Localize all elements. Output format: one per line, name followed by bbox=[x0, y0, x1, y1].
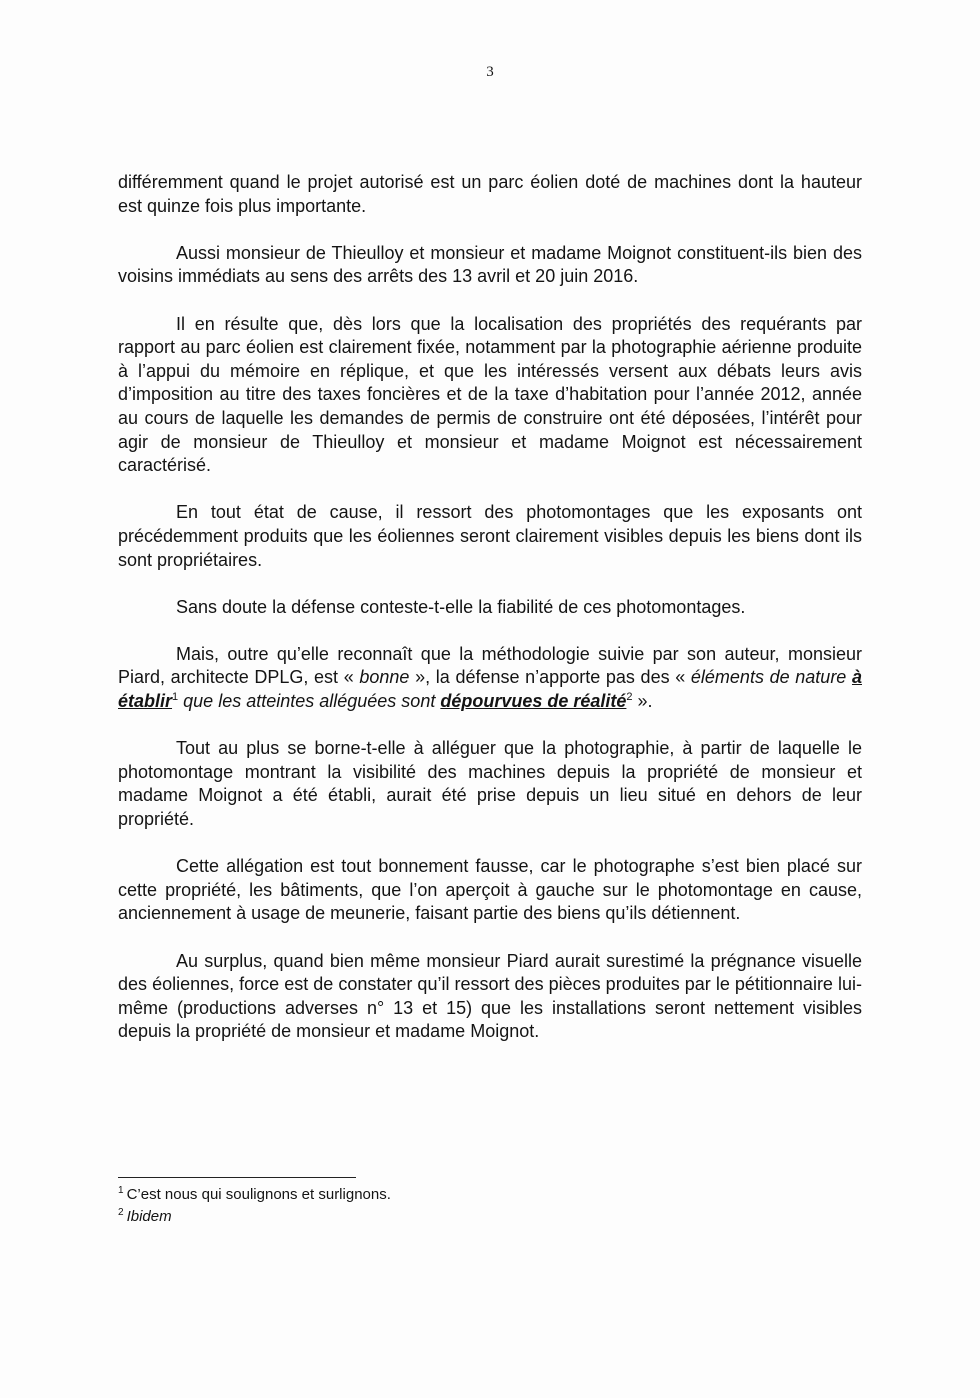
paragraph-9: Au surplus, quand bien même monsieur Piard aurait surestimé la prégnance visuelle des éoliennes, force est de constater qu’il ressort des pièces produites par le pétitionnaire lui-même (productions adverses n° 13 et 15) que les installations seront nettement visibles depuis la propriété de monsieur et madame Moignot. bbox=[118, 950, 862, 1042]
footnote-1-text: C’est nous qui soulignons et surlignons. bbox=[126, 1186, 391, 1203]
paragraph-7: Tout au plus se borne-t-elle à alléguer que la photographie, à partir de laquelle le photomontage montrant la visibilité des machines depuis la propriété de monsieur et madame Moignot a été établi, aurait été prise depuis un lieu situé en dehors de leur propriété. bbox=[118, 738, 862, 830]
paragraph-1: différemment quand le projet autorisé est un parc éolien doté de machines dont la hauteur est quinze fois plus importante. bbox=[118, 172, 862, 216]
paragraph-6-text-2: », la défense n’apporte pas des « bbox=[409, 667, 691, 688]
quote-text-2: que les atteintes alléguées sont bbox=[178, 691, 441, 712]
paragraph-6 bbox=[118, 643, 862, 714]
quote-bonne: bonne bbox=[359, 667, 410, 688]
footnote-1-number: 1 bbox=[118, 1185, 124, 1196]
footnote-ref-2: 2 bbox=[626, 691, 633, 704]
paragraph-6-text-1: Mais, outre qu’elle reconnaît que la méthodologie suivie par son auteur, monsieur Piard, architecte DPLG, est « bbox=[118, 643, 862, 688]
footnote-2-text: Ibidem bbox=[126, 1208, 172, 1225]
footnote-1 bbox=[118, 1184, 862, 1206]
emphasis-a-etablir: à établir bbox=[118, 667, 862, 712]
paragraph-2: Aussi monsieur de Thieulloy et monsieur et madame Moignot constituent-ils bien des voisins immédiats au sens des arrêts des 13 avril et 20 juin 2016. bbox=[118, 242, 862, 287]
footnote-2-number: 2 bbox=[118, 1207, 124, 1218]
emphasis-depourvues-de-realite: dépourvues de réalité bbox=[440, 691, 627, 712]
footnotes bbox=[118, 1184, 862, 1228]
footnote-2 bbox=[118, 1206, 862, 1228]
paragraph-3: Il en résulte que, dès lors que la localisation des propriétés des requérants par rapport au parc éolien est clairement fixée, notamment par la photographie aérienne produite à l’appui du mémoire en réplique, et que les intéressés versent aux débats leurs avis d’imposition au titre des taxes foncières et de la taxe d’habitation pour l’année 2012, année au cours de laquelle les demandes de permis de construire ont été déposées, l’intérêt pour agir de monsieur de Thieulloy et monsieur et madame Moignot est nécessairement caractérisé. bbox=[118, 313, 862, 476]
quote-text-1: éléments de nature bbox=[690, 667, 852, 688]
paragraph-6-text-3: ». bbox=[632, 691, 653, 712]
footnote-separator bbox=[118, 1177, 356, 1178]
paragraph-8: Cette allégation est tout bonnement fausse, car le photographe s’est bien placé sur cette propriété, les bâtiments, que l’on aperçoit à gauche sur le photomontage en cause, anciennement à usage de meunerie, faisant partie des biens qu’ils détiennent. bbox=[118, 856, 862, 924]
page-number: 3 bbox=[486, 64, 494, 80]
paragraph-4: En tout état de cause, il ressort des photomontages que les exposants ont précédemment produits que les éoliennes seront clairement visibles depuis les biens dont ils sont propriétaires. bbox=[118, 502, 862, 570]
footnote-ref-1: 1 bbox=[172, 691, 179, 704]
document-body bbox=[118, 171, 862, 1068]
paragraph-5: Sans doute la défense conteste-t-elle la fiabilité de ces photomontages. bbox=[176, 596, 746, 617]
